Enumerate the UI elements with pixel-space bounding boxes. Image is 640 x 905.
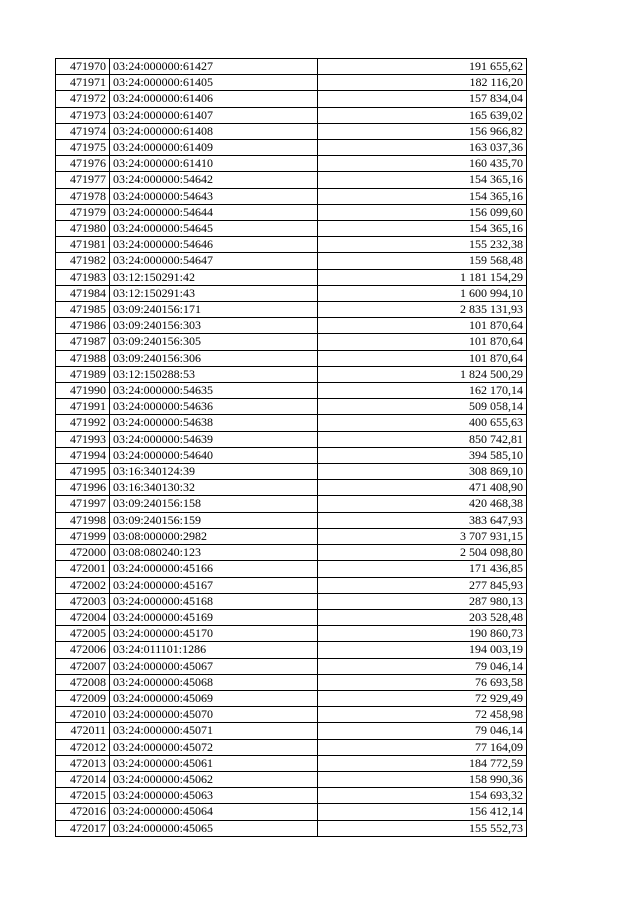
row-index-cell: 471983 (56, 269, 110, 285)
value-cell: 154 365,16 (318, 188, 527, 204)
table-row (56, 75, 527, 91)
cadastral-number-cell: 03:24:000000:54636 (110, 399, 318, 415)
cadastral-number-cell: 03:24:000000:45062 (110, 771, 318, 787)
value-cell: 160 435,70 (318, 156, 527, 172)
row-index-cell: 472013 (56, 755, 110, 771)
value-cell: 76 693,58 (318, 674, 527, 690)
value-cell: 101 870,64 (318, 350, 527, 366)
value-cell: 400 655,63 (318, 415, 527, 431)
value-cell: 3 707 931,15 (318, 528, 527, 544)
row-index-cell: 472016 (56, 804, 110, 820)
value-cell: 77 164,09 (318, 739, 527, 755)
value-cell: 156 966,82 (318, 123, 527, 139)
row-index-cell: 471975 (56, 140, 110, 156)
table-row (56, 334, 527, 350)
table-row (56, 123, 527, 139)
row-index-cell: 472002 (56, 577, 110, 593)
row-index-cell: 472001 (56, 561, 110, 577)
cadastral-value-table (55, 58, 527, 837)
cadastral-number-cell: 03:24:000000:61405 (110, 75, 318, 91)
table-row (56, 431, 527, 447)
table-row (56, 399, 527, 415)
table-row (56, 820, 527, 836)
cadastral-number-cell: 03:24:000000:45068 (110, 674, 318, 690)
table-row (56, 788, 527, 804)
cadastral-number-cell: 03:24:000000:54639 (110, 431, 318, 447)
row-index-cell: 471992 (56, 415, 110, 431)
value-cell: 287 980,13 (318, 593, 527, 609)
table-row (56, 383, 527, 399)
table-row (56, 366, 527, 382)
value-cell: 159 568,48 (318, 253, 527, 269)
table-row (56, 91, 527, 107)
row-index-cell: 471998 (56, 512, 110, 528)
row-index-cell: 471976 (56, 156, 110, 172)
row-index-cell: 471984 (56, 285, 110, 301)
row-index-cell: 471971 (56, 75, 110, 91)
row-index-cell: 472003 (56, 593, 110, 609)
value-cell: 420 468,38 (318, 496, 527, 512)
value-cell: 203 528,48 (318, 609, 527, 625)
row-index-cell: 472009 (56, 690, 110, 706)
cadastral-number-cell: 03:24:000000:45169 (110, 609, 318, 625)
cadastral-number-cell: 03:09:240156:306 (110, 350, 318, 366)
value-cell: 157 834,04 (318, 91, 527, 107)
row-index-cell: 471995 (56, 464, 110, 480)
value-cell: 509 058,14 (318, 399, 527, 415)
table-row (56, 609, 527, 625)
table-row (56, 771, 527, 787)
value-cell: 154 693,32 (318, 788, 527, 804)
value-cell: 158 990,36 (318, 771, 527, 787)
row-index-cell: 471980 (56, 221, 110, 237)
value-cell: 182 116,20 (318, 75, 527, 91)
row-index-cell: 472000 (56, 545, 110, 561)
row-index-cell: 471999 (56, 528, 110, 544)
table-row (56, 237, 527, 253)
value-cell: 72 929,49 (318, 690, 527, 706)
value-cell: 171 436,85 (318, 561, 527, 577)
cadastral-number-cell: 03:09:240156:159 (110, 512, 318, 528)
cadastral-number-cell: 03:24:000000:45067 (110, 658, 318, 674)
cadastral-number-cell: 03:24:000000:45168 (110, 593, 318, 609)
cadastral-number-cell: 03:24:000000:54635 (110, 383, 318, 399)
row-index-cell: 471970 (56, 59, 110, 75)
row-index-cell: 471973 (56, 107, 110, 123)
value-cell: 79 046,14 (318, 723, 527, 739)
value-cell: 155 552,73 (318, 820, 527, 836)
row-index-cell: 472004 (56, 609, 110, 625)
value-cell: 394 585,10 (318, 447, 527, 463)
table-row (56, 350, 527, 366)
value-cell: 308 869,10 (318, 464, 527, 480)
value-cell: 165 639,02 (318, 107, 527, 123)
value-cell: 1 181 154,29 (318, 269, 527, 285)
value-cell: 2 504 098,80 (318, 545, 527, 561)
value-cell: 471 408,90 (318, 480, 527, 496)
value-cell: 850 742,81 (318, 431, 527, 447)
cadastral-number-cell: 03:09:240156:305 (110, 334, 318, 350)
cadastral-number-cell: 03:24:000000:61407 (110, 107, 318, 123)
table-row (56, 188, 527, 204)
cadastral-number-cell: 03:24:000000:61408 (110, 123, 318, 139)
table-row (56, 528, 527, 544)
value-cell: 184 772,59 (318, 755, 527, 771)
value-cell: 162 170,14 (318, 383, 527, 399)
table-row (56, 755, 527, 771)
cadastral-number-cell: 03:12:150291:42 (110, 269, 318, 285)
value-cell: 277 845,93 (318, 577, 527, 593)
value-cell: 154 365,16 (318, 221, 527, 237)
table-row (56, 107, 527, 123)
row-index-cell: 471978 (56, 188, 110, 204)
row-index-cell: 471994 (56, 447, 110, 463)
cadastral-number-cell: 03:24:000000:45061 (110, 755, 318, 771)
table-row (56, 447, 527, 463)
cadastral-number-cell: 03:24:000000:54643 (110, 188, 318, 204)
row-index-cell: 471985 (56, 302, 110, 318)
cadastral-number-cell: 03:24:000000:45166 (110, 561, 318, 577)
cadastral-number-cell: 03:12:150291:43 (110, 285, 318, 301)
table-row (56, 642, 527, 658)
row-index-cell: 471981 (56, 237, 110, 253)
row-index-cell: 471997 (56, 496, 110, 512)
cadastral-number-cell: 03:08:000000:2982 (110, 528, 318, 544)
cadastral-number-cell: 03:24:000000:45071 (110, 723, 318, 739)
row-index-cell: 471974 (56, 123, 110, 139)
cadastral-number-cell: 03:16:340124:39 (110, 464, 318, 480)
value-cell: 79 046,14 (318, 658, 527, 674)
cadastral-number-cell: 03:24:000000:45070 (110, 707, 318, 723)
cadastral-number-cell: 03:24:000000:61406 (110, 91, 318, 107)
cadastral-number-cell: 03:16:340130:32 (110, 480, 318, 496)
row-index-cell: 472006 (56, 642, 110, 658)
row-index-cell: 472014 (56, 771, 110, 787)
table-body (56, 59, 527, 837)
value-cell: 163 037,36 (318, 140, 527, 156)
table-row (56, 221, 527, 237)
cadastral-number-cell: 03:24:000000:54646 (110, 237, 318, 253)
cadastral-number-cell: 03:24:000000:45170 (110, 626, 318, 642)
table-row (56, 593, 527, 609)
row-index-cell: 471987 (56, 334, 110, 350)
table-row (56, 545, 527, 561)
value-cell: 191 655,62 (318, 59, 527, 75)
table-row (56, 723, 527, 739)
row-index-cell: 471988 (56, 350, 110, 366)
cadastral-number-cell: 03:09:240156:171 (110, 302, 318, 318)
value-cell: 156 412,14 (318, 804, 527, 820)
row-index-cell: 471993 (56, 431, 110, 447)
table-row (56, 253, 527, 269)
table-row (56, 269, 527, 285)
table-row (56, 496, 527, 512)
cadastral-number-cell: 03:12:150288:53 (110, 366, 318, 382)
cadastral-number-cell: 03:24:000000:61410 (110, 156, 318, 172)
row-index-cell: 471972 (56, 91, 110, 107)
table-row (56, 415, 527, 431)
table-row (56, 674, 527, 690)
value-cell: 383 647,93 (318, 512, 527, 528)
table-row (56, 285, 527, 301)
cadastral-number-cell: 03:24:000000:54645 (110, 221, 318, 237)
row-index-cell: 472008 (56, 674, 110, 690)
table-row (56, 302, 527, 318)
value-cell: 72 458,98 (318, 707, 527, 723)
cadastral-number-cell: 03:24:000000:61409 (110, 140, 318, 156)
value-cell: 101 870,64 (318, 334, 527, 350)
cadastral-number-cell: 03:08:080240:123 (110, 545, 318, 561)
row-index-cell: 471979 (56, 204, 110, 220)
cadastral-number-cell: 03:24:000000:54647 (110, 253, 318, 269)
row-index-cell: 472010 (56, 707, 110, 723)
value-cell: 2 835 131,93 (318, 302, 527, 318)
value-cell: 190 860,73 (318, 626, 527, 642)
row-index-cell: 471989 (56, 366, 110, 382)
row-index-cell: 471986 (56, 318, 110, 334)
table-row (56, 577, 527, 593)
table-row (56, 156, 527, 172)
cadastral-number-cell: 03:24:000000:45064 (110, 804, 318, 820)
cadastral-number-cell: 03:24:000000:45069 (110, 690, 318, 706)
table-row (56, 204, 527, 220)
cadastral-number-cell: 03:24:000000:61427 (110, 59, 318, 75)
table-row (56, 464, 527, 480)
table-row (56, 626, 527, 642)
row-index-cell: 471977 (56, 172, 110, 188)
value-cell: 156 099,60 (318, 204, 527, 220)
value-cell: 101 870,64 (318, 318, 527, 334)
table-row (56, 658, 527, 674)
row-index-cell: 472012 (56, 739, 110, 755)
value-cell: 194 003,19 (318, 642, 527, 658)
cadastral-number-cell: 03:24:000000:54640 (110, 447, 318, 463)
cadastral-number-cell: 03:24:011101:1286 (110, 642, 318, 658)
table-row (56, 318, 527, 334)
cadastral-number-cell: 03:24:000000:54644 (110, 204, 318, 220)
cadastral-number-cell: 03:24:000000:45072 (110, 739, 318, 755)
row-index-cell: 471996 (56, 480, 110, 496)
table-row (56, 707, 527, 723)
table-row (56, 480, 527, 496)
table-row (56, 739, 527, 755)
cadastral-number-cell: 03:24:000000:45063 (110, 788, 318, 804)
cadastral-number-cell: 03:24:000000:45065 (110, 820, 318, 836)
cadastral-number-cell: 03:09:240156:158 (110, 496, 318, 512)
row-index-cell: 472011 (56, 723, 110, 739)
table-row (56, 59, 527, 75)
row-index-cell: 471991 (56, 399, 110, 415)
row-index-cell: 472007 (56, 658, 110, 674)
cadastral-number-cell: 03:24:000000:54642 (110, 172, 318, 188)
row-index-cell: 471982 (56, 253, 110, 269)
table-row (56, 561, 527, 577)
table-row (56, 140, 527, 156)
cadastral-number-cell: 03:24:000000:45167 (110, 577, 318, 593)
value-cell: 155 232,38 (318, 237, 527, 253)
cadastral-number-cell: 03:09:240156:303 (110, 318, 318, 334)
cadastral-number-cell: 03:24:000000:54638 (110, 415, 318, 431)
value-cell: 1 600 994,10 (318, 285, 527, 301)
table-row (56, 804, 527, 820)
table-row (56, 512, 527, 528)
row-index-cell: 472017 (56, 820, 110, 836)
row-index-cell: 472015 (56, 788, 110, 804)
table-row (56, 690, 527, 706)
value-cell: 154 365,16 (318, 172, 527, 188)
table-row (56, 172, 527, 188)
value-cell: 1 824 500,29 (318, 366, 527, 382)
row-index-cell: 472005 (56, 626, 110, 642)
row-index-cell: 471990 (56, 383, 110, 399)
